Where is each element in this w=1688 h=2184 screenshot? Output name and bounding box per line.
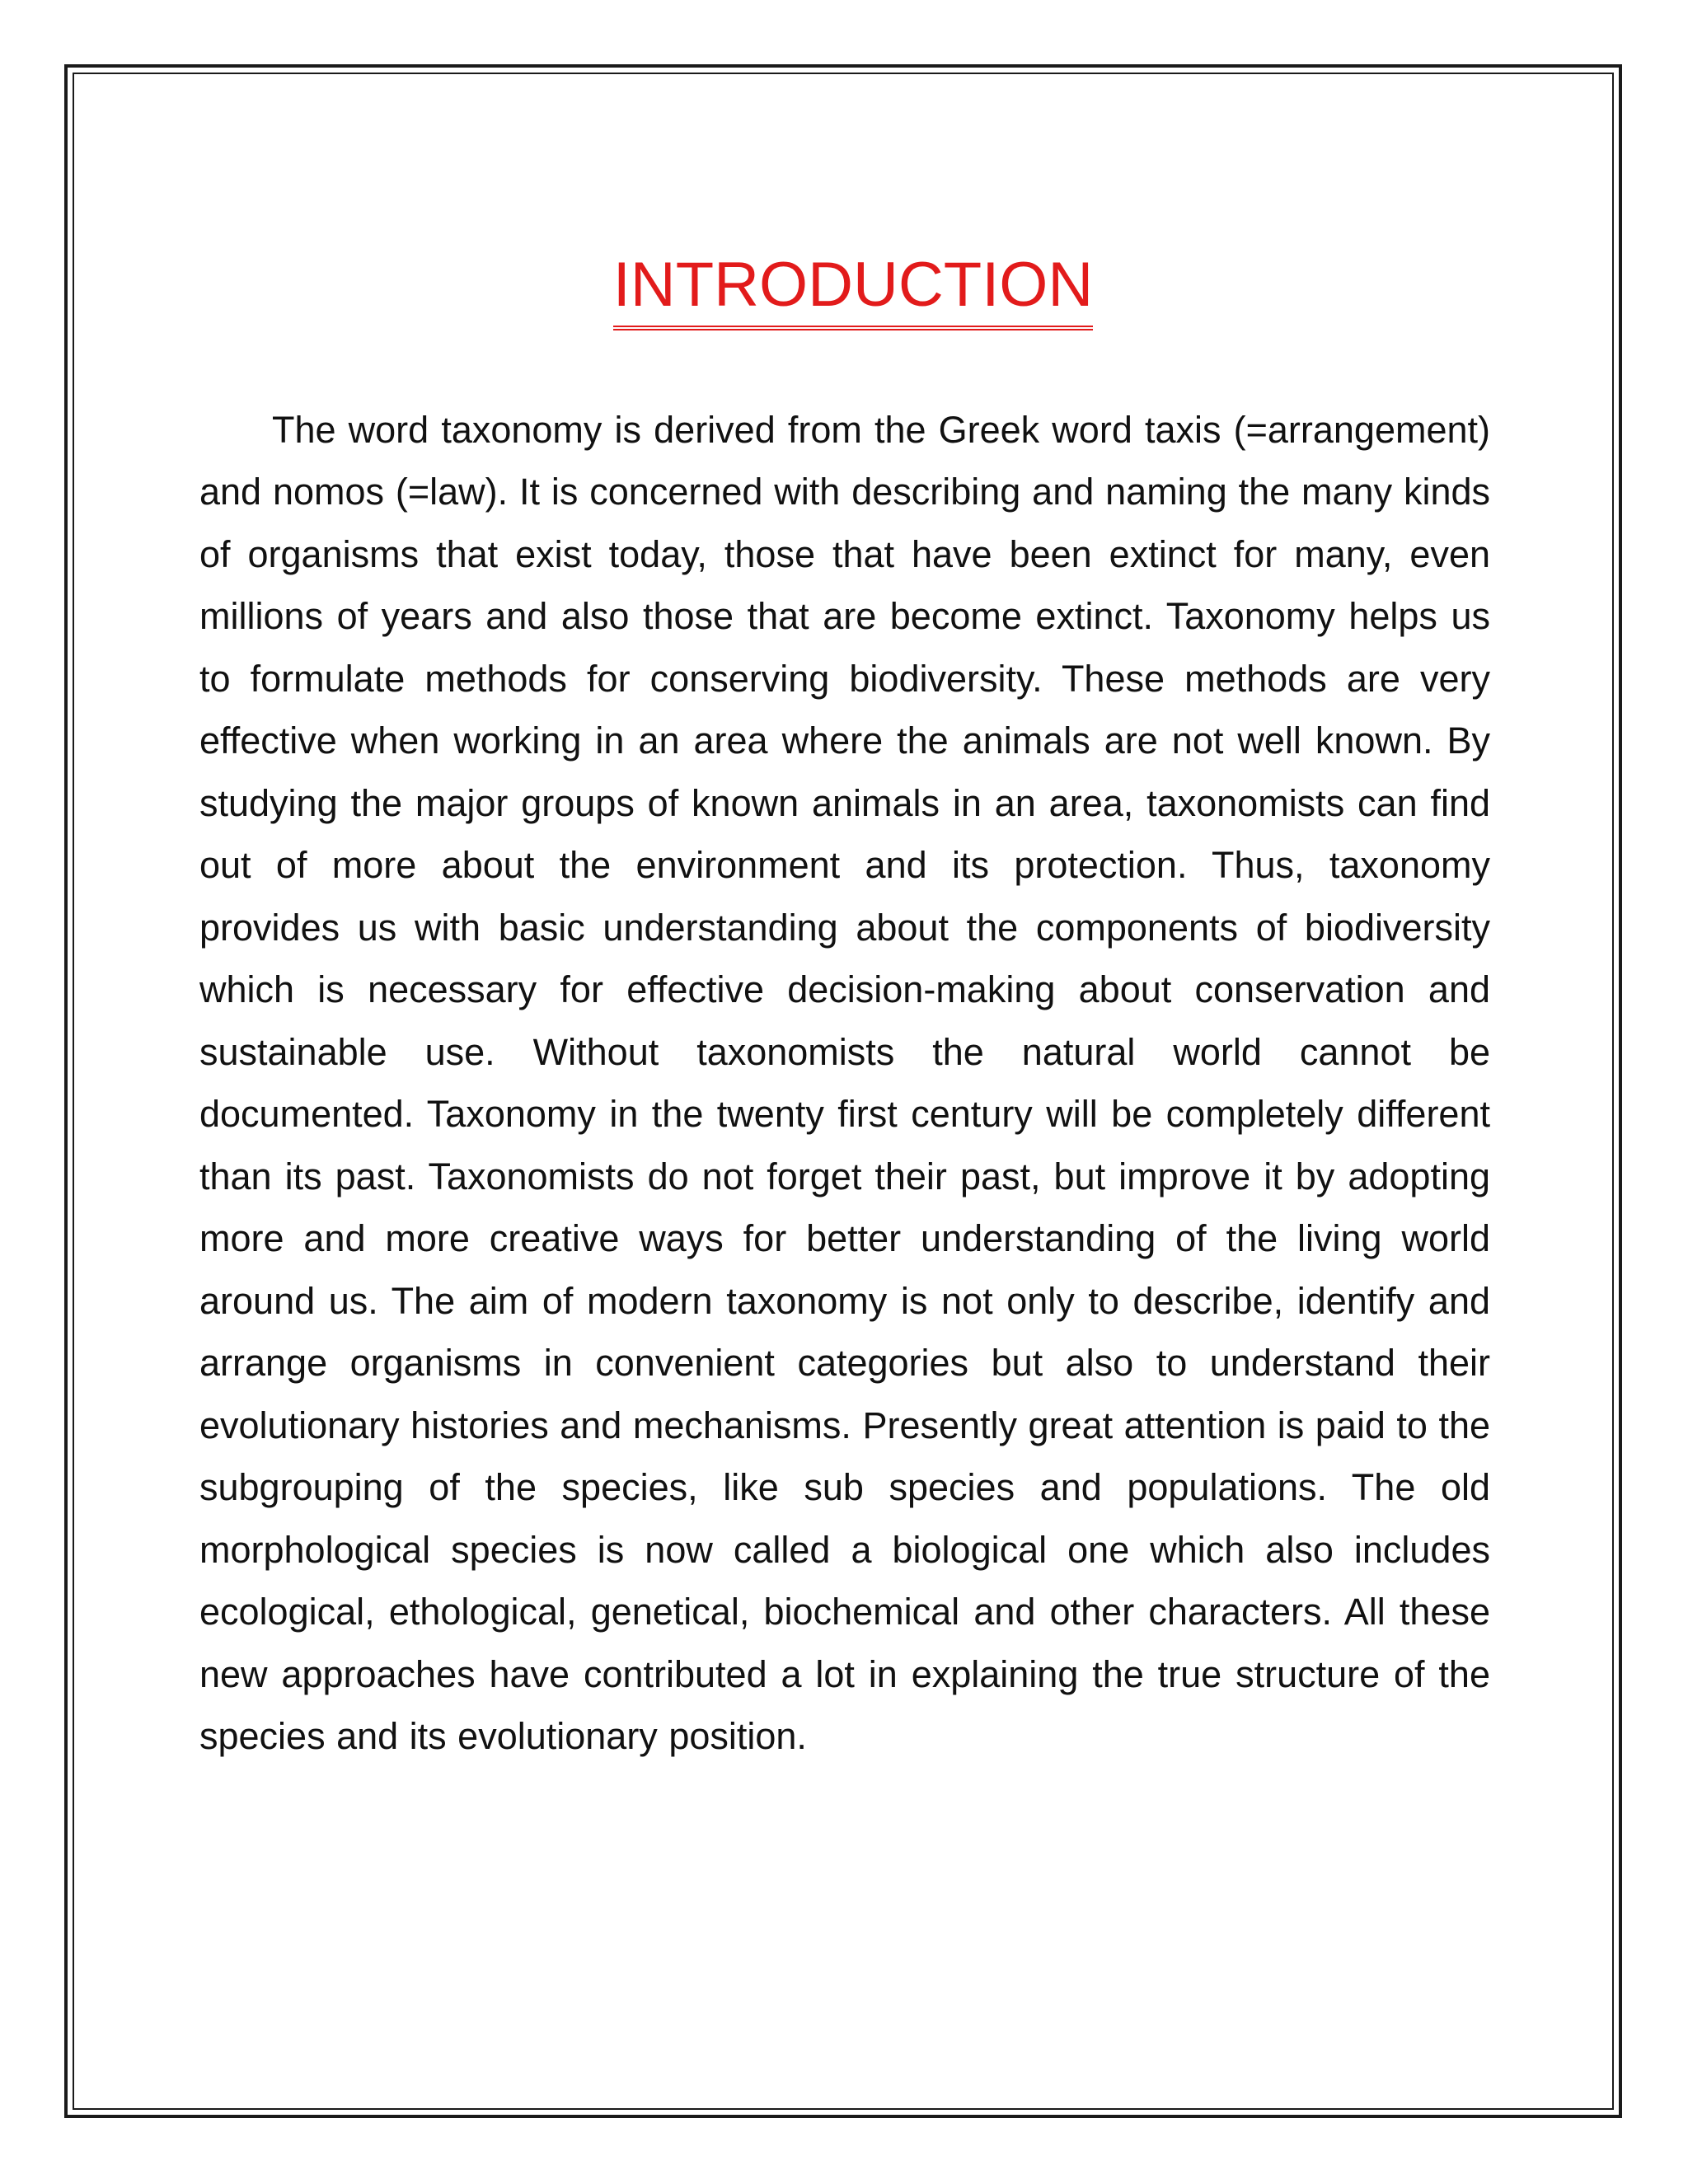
document-content bbox=[199, 206, 1490, 1768]
body-paragraph: The word taxonomy is derived from the Greek word taxis (=arrangement) and nomos (=law). It is concerned with describing and naming the many kinds of organisms that exist today, those that have been extinct for many, even millions of years and also those that are become extinct. Taxonomy helps us to formulate methods for conserving biodiversity. These methods are very effective when working in an area where the animals are not well known. By studying the major groups of known animals in an area, taxonomists can find out of more about the environment and its protection. Thus, taxonomy provides us with basic understanding about the components of biodiversity which is necessary for effective decision-making about conservation and sustainable use. Without taxonomists the natural world cannot be documented. Taxonomy in the twenty first century will be completely different than its past. Taxonomists do not forget their past, but improve it by adopting more and more creative ways for better understanding of the living world around us. The aim of modern taxonomy is not only to describe, identify and arrange organisms in convenient categories but also to understand their evolutionary histories and mechanisms. Presently great attention is paid to the subgrouping of the species, like sub species and populations. The old morphological species is now called a biological one which also includes ecological, ethological, genetical, biochemical and other characters. All these new approaches have contributed a lot in explaining the true structure of the species and its evolutionary position. bbox=[199, 408, 1490, 1758]
title-wrapper bbox=[199, 206, 1490, 373]
page-title: INTRODUCTION bbox=[613, 248, 1094, 330]
